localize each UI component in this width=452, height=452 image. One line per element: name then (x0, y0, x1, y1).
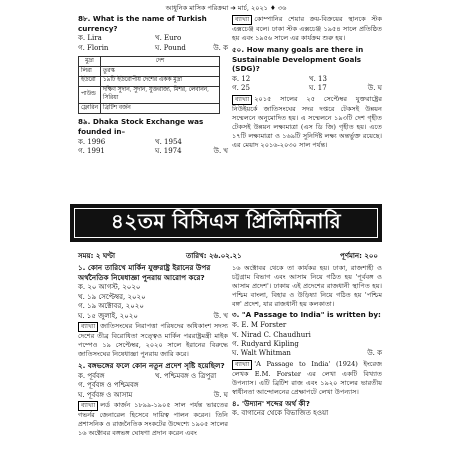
option: ক. Lira (78, 34, 102, 43)
section-banner (70, 204, 382, 242)
left-bottom-column (78, 263, 228, 440)
table-row (79, 86, 220, 104)
table-row (79, 76, 220, 86)
explanation-tag: ব্যাখ্যা (232, 360, 252, 370)
question-49-options (78, 138, 228, 157)
table-header: মুদ্রা (79, 57, 101, 67)
option: খ. 13 (309, 75, 327, 84)
explanation-tag: ব্যাখ্যা (78, 322, 98, 332)
question-2-options (78, 372, 228, 381)
option: ঘ. ১৫ জুলাই, ২০২০ উ. খ (78, 311, 228, 320)
option: ক. 1996 (78, 137, 106, 146)
question-50: ৫০. How many goals are there in Sustainable Development Goals (SDG)? (232, 44, 364, 74)
table-cell: ইউরো (79, 76, 101, 86)
left-top-column (78, 14, 228, 157)
option: খ. ১৯ সেপ্টেম্বর, ২০২০ (78, 292, 146, 301)
currency-table (78, 56, 220, 114)
page-header: আধুনিক মাসিক পরিক্রমা ➔ মার্চ, ২০২১ ♦ ৩৬ (165, 4, 287, 12)
option: খ. Nirad C. Chaudhuri (232, 330, 311, 339)
explanation: ব্যাখ্যা জাতিসংঘের নিরাপত্তা পরিষদের অধিকাংশ সদস্য দেশের তীব্র বিরোধিতা সত্ত্বেও মার্কিন পররাষ্ট্রমন্ত্রী মাইক পম্পেও ১৯ সেপ্টেম্বর, ২০২০ সালে ইরানের বিরুদ্ধে জাতিসংঘের নিষেধাজ্ঞা পুনরায় জারি করে। (78, 322, 228, 359)
option: খ. 1954 (155, 137, 182, 146)
answer: উ. ঘ (367, 84, 382, 93)
explanation: ব্যাখ্যা ২০১৫ সালের ২৫ সেপ্টেম্বর যুক্তরাষ্ট্রের নিউইয়র্কে জাতিসংঘের সদর দপ্তরে টেকসই উন্নয়ন সম্মেলনে অনুমোদিত হয়। এ সম্মেলনে ১৯৩টি দেশ গৃহীত টেকসই উন্নয়ন লক্ষ্যমাত্রা (এস ডি জি) গৃহীত হয়। এতে ১৭টি লক্ষ্যমাত্রা ও ১৬৯টি সুনির্দিষ্ট লক্ষ্য অন্তর্ভুক্ত রয়েছে। এর মেয়াদ ২০১৬-২০৩০ সাল পর্যন্ত। (232, 94, 382, 149)
answer: উ. ক (213, 43, 228, 52)
question-1: ১. কোন তারিখে মার্কিন যুক্তরাষ্ট্র ইরানের উপর অর্থনৈতিক নিষেধাজ্ঞা পুনরায় আরোপ করে? (78, 263, 211, 282)
right-top-column (232, 14, 382, 149)
explanation: ব্যাখ্যা 'A Passage to India' (1924) ইংরেজ লেখক E.M. Forster এর লেখা একটি বিখ্যাত উপন্যাস। এটি ব্রিটিশ রাজ এবং ১৯২০ সালের ভারতীয় স্বাধীনতা আন্দোলনের প্রেক্ষাপটে লেখা উপন্যাস। (232, 359, 382, 396)
option: ঘ. 17 উ. ঘ (309, 84, 382, 93)
option: খ. Euro (155, 34, 182, 43)
right-bottom-column (232, 263, 382, 419)
table-cell: পাউন্ড (79, 86, 101, 104)
question-50-options (232, 75, 382, 94)
exam-date: তারিখ: ২৬.০২.২১ (186, 252, 242, 260)
option: ক. বাগানের থেকে বিভাজিত হওয়া (232, 409, 329, 418)
table-row (79, 104, 220, 114)
question-2: ২. বঙ্গভঙ্গের ফলে কোন নতুন প্রদেশ সৃষ্টি হয়েছিল? (78, 360, 225, 370)
option: গ. 1991 (78, 147, 105, 156)
option: গ. পূর্ববঙ্গ ও পশ্চিমবঙ্গ (78, 381, 139, 390)
table-row (79, 67, 220, 77)
banner-title: ৪২তম বিসিএস প্রিলিমিনারি (110, 208, 342, 233)
option: গ. 25 (232, 84, 250, 93)
option: ক. পূর্ববঙ্গ (78, 371, 105, 380)
explanation: ব্যাখ্যা কোম্পানির শেয়ার ক্রয়-বিক্রয়ের স্থানকে স্টক এক্সচেঞ্জ বলে। ঢাকা স্টক এক্সচেঞ্জ ১৯৫৪ সালে প্রতিষ্ঠিত হয় এবং ১৯৫৬ সালে এর কার্যক্রম শুরু হয়। (232, 15, 382, 42)
option: খ. পশ্চিমবঙ্গ ও ত্রিপুরা (155, 371, 217, 380)
exam-marks: পূর্ণমান: ২০০ (340, 252, 378, 260)
explanation: ব্যাখ্যা লর্ড কার্জন ১৮৯৯-১৯০৫ সাল পর্যন্ত ভারতের গভর্নর জেনারেল হিসেবে দায়িত্ব পালন করেন। তিনি প্রশাসনিক ও রাজনৈতিক সংকটের উদ্দেশ্যে ১৯০৫ সালের ১৬ অক্টোবর বঙ্গভঙ্গ ঘোষণা প্রদান করেন এবং (78, 400, 228, 437)
table-header: দেশ (100, 57, 219, 67)
table-cell: লিরা (79, 67, 101, 77)
explanation-continued: ১৬ অক্টোবর থেকে তা কার্যকর হয়। ঢাকা, রাজশাহী ও চট্টগ্রাম বিভাগ এবং আসাম নিয়ে গঠিত হয় 'পূর্ববঙ্গ ও আসাম প্রদেশ'। ঢাকায় এই প্রদেশের রাজধানী স্থাপিত হয়। পশ্চিম বাংলা, বিহার ও উড়িষ্যা নিয়ে গঠিত হয় 'পশ্চিম বঙ্গ' প্রদেশ, যার রাজধানী হয় কলকাতা। (232, 264, 382, 308)
option: গ. Rudyard Kipling (232, 340, 299, 349)
explanation-tag: ব্যাখ্যা (78, 401, 98, 411)
option: গ. Florin (78, 43, 109, 52)
answer: উ. ঘ (213, 390, 228, 399)
option: ঘ. Walt Whitman উ. ক (232, 349, 382, 358)
question-49: 8৯. Dhaka Stock Exchange was founded in– (78, 117, 204, 136)
explanation-tag: ব্যাখ্যা (232, 15, 252, 25)
answer: উ. খ (213, 311, 228, 320)
question-48-options (78, 34, 228, 53)
table-cell: ১৯টি ইউরোপীয় দেশের একক মুদ্রা (100, 76, 219, 86)
table-cell: তুরস্ক (100, 67, 219, 77)
question-4: ৪. 'উদ্যান' শব্দের অর্থ কী? (232, 398, 310, 408)
explanation-tag: ব্যাখ্যা (232, 95, 252, 105)
answer: উ. ক (367, 349, 382, 358)
option: গ. ১৯ অক্টোবর, ২০২০ (78, 302, 144, 311)
table-cell: ফ্লোরিন (79, 104, 101, 114)
table-cell: ব্রিটিশ বর্জন (100, 104, 219, 114)
option: ক. E. M Forster (232, 321, 287, 330)
option: ক. 12 (232, 75, 251, 84)
question-48: 8৮. What is the name of Turkish currency? (78, 14, 207, 33)
question-3: ৩. "A Passage to India" is written by: (232, 310, 381, 320)
table-cell: দক্ষিণ সুদান, সুদান, যুক্তরাজ্য, মিশর, লেবানন, সিরিয়া (100, 86, 219, 104)
answer: উ. খ (213, 147, 228, 156)
option: ঘ. Pound উ. ক (155, 43, 228, 52)
exam-time: সময়: ২ ঘণ্টা (78, 252, 116, 260)
option: ক. ২০ আগস্ট, ২০২০ (78, 283, 141, 292)
option: ঘ. 1974 উ. খ (155, 147, 228, 156)
option: ঘ. পূর্ববঙ্গ ও আসাম উ. ঘ (78, 390, 228, 399)
